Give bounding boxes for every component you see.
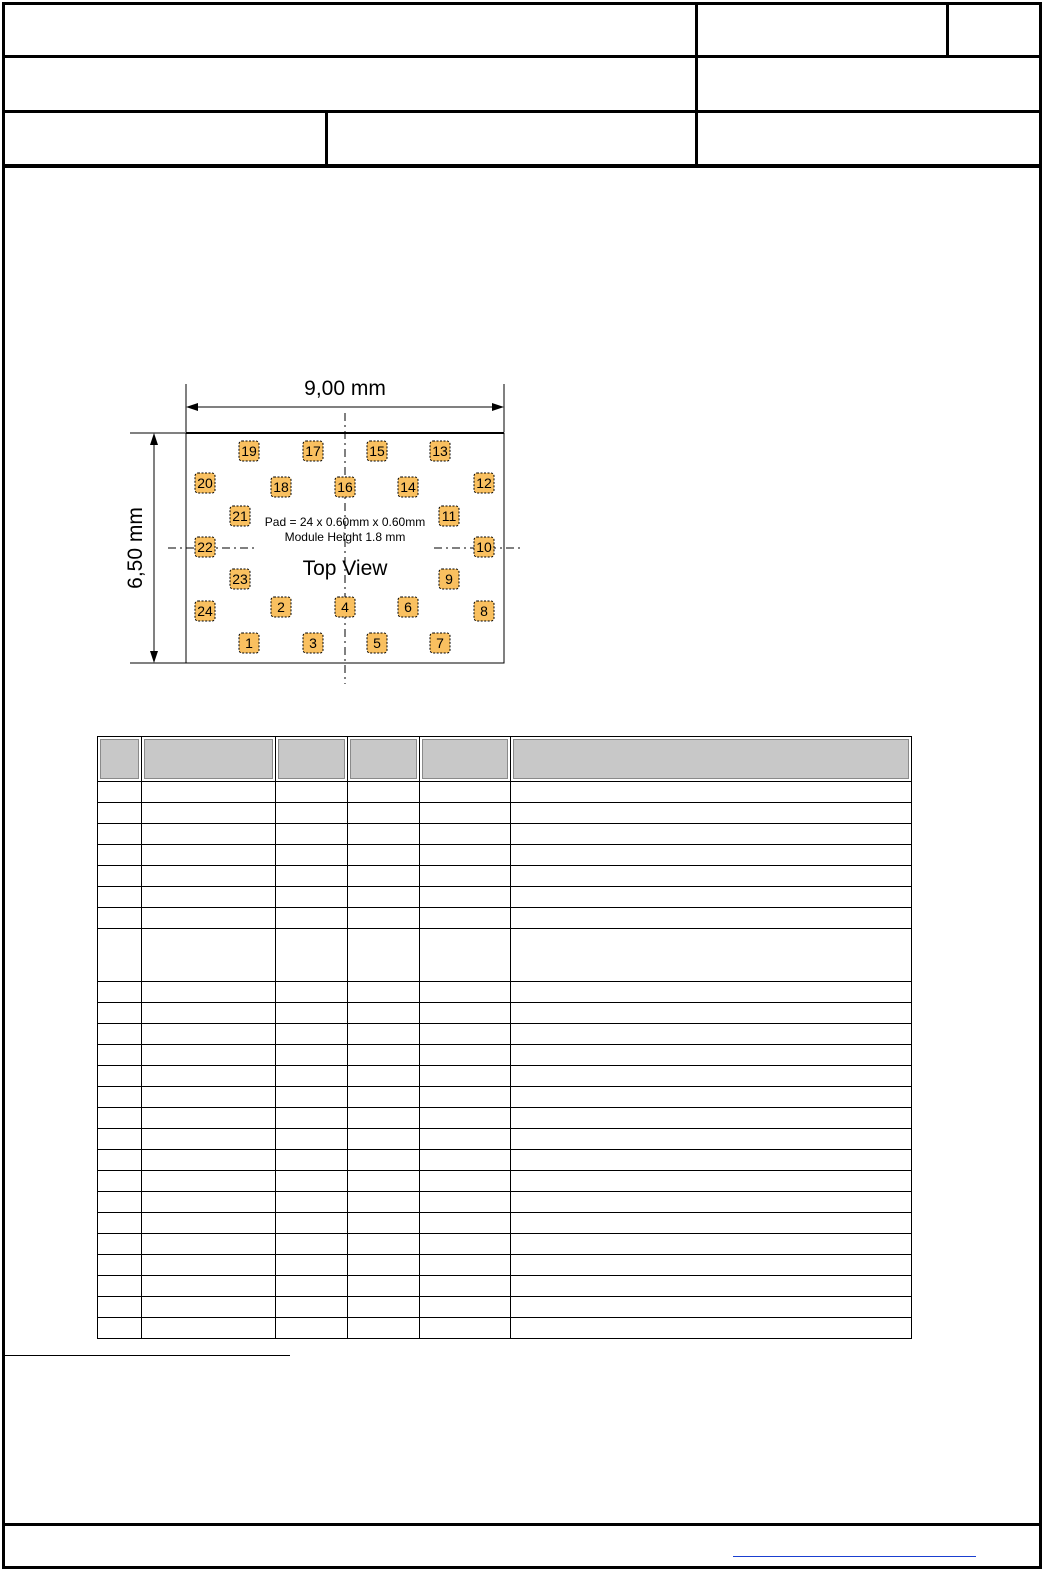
table-cell bbox=[276, 887, 348, 908]
table-cell bbox=[98, 1087, 142, 1108]
table-cell bbox=[348, 1255, 420, 1276]
table-cell bbox=[276, 1234, 348, 1255]
table-cell bbox=[276, 929, 348, 982]
table-cell bbox=[98, 845, 142, 866]
table-cell bbox=[420, 1003, 511, 1024]
table-cell bbox=[98, 1066, 142, 1087]
table-row bbox=[98, 1213, 912, 1234]
table-cell bbox=[276, 1171, 348, 1192]
pad-label: 15 bbox=[369, 443, 385, 459]
pad-label: 4 bbox=[341, 599, 349, 615]
table-cell bbox=[142, 824, 276, 845]
table-cell bbox=[511, 803, 912, 824]
pad-18 bbox=[271, 477, 291, 497]
table-cell bbox=[348, 1297, 420, 1318]
top-view-label: Top View bbox=[302, 557, 388, 580]
pad-12 bbox=[474, 473, 494, 493]
width-dimension-label: 9,00 mm bbox=[304, 377, 386, 400]
table-cell bbox=[511, 908, 912, 929]
table-cell bbox=[348, 1234, 420, 1255]
pad-label: 1 bbox=[245, 635, 253, 651]
pad-23 bbox=[230, 569, 250, 589]
table-row bbox=[98, 866, 912, 887]
pad-15 bbox=[367, 441, 387, 461]
table-row bbox=[98, 1150, 912, 1171]
pad-label: 17 bbox=[305, 443, 321, 459]
table-cell bbox=[98, 1255, 142, 1276]
table-cell bbox=[142, 1024, 276, 1045]
table-row bbox=[98, 803, 912, 824]
table-cell bbox=[142, 1003, 276, 1024]
title-block-rule-3 bbox=[2, 164, 1042, 168]
table-cell bbox=[420, 1066, 511, 1087]
table-cell bbox=[420, 1234, 511, 1255]
pad-14 bbox=[398, 477, 418, 497]
title-block-divider-rev bbox=[946, 2, 949, 57]
footnote-rule bbox=[5, 1355, 290, 1356]
table-cell bbox=[276, 1087, 348, 1108]
table-cell bbox=[276, 782, 348, 803]
pad-label: 20 bbox=[197, 475, 213, 491]
table-cell bbox=[142, 1276, 276, 1297]
table-cell bbox=[348, 1150, 420, 1171]
table-cell bbox=[348, 845, 420, 866]
pad-4 bbox=[335, 597, 355, 617]
table-cell bbox=[276, 1066, 348, 1087]
table-row bbox=[98, 1108, 912, 1129]
pin-table-body bbox=[98, 782, 912, 1339]
table-row bbox=[98, 1171, 912, 1192]
table-cell bbox=[420, 824, 511, 845]
footer-link-underline[interactable] bbox=[733, 1556, 976, 1557]
table-row bbox=[98, 824, 912, 845]
table-cell bbox=[98, 982, 142, 1003]
title-block-rule-2 bbox=[2, 110, 1042, 113]
table-cell bbox=[142, 887, 276, 908]
table-cell bbox=[420, 1129, 511, 1150]
title-block-divider-main bbox=[695, 2, 698, 167]
pad-label: 11 bbox=[441, 508, 457, 524]
table-cell bbox=[348, 1066, 420, 1087]
table-cell bbox=[98, 824, 142, 845]
pad-spec-label: Pad = 24 x 0.60mm x 0.60mm bbox=[264, 515, 426, 529]
package-diagram bbox=[110, 370, 540, 690]
table-cell bbox=[511, 1255, 912, 1276]
pad-label: 3 bbox=[309, 635, 317, 651]
table-cell bbox=[98, 1318, 142, 1339]
table-cell bbox=[142, 1192, 276, 1213]
table-cell bbox=[511, 982, 912, 1003]
pad-label: 8 bbox=[480, 603, 488, 619]
table-cell bbox=[276, 908, 348, 929]
pad-label: 24 bbox=[197, 603, 213, 619]
table-cell bbox=[348, 824, 420, 845]
table-cell bbox=[276, 866, 348, 887]
pad-13 bbox=[430, 441, 450, 461]
table-cell bbox=[511, 1087, 912, 1108]
table-cell bbox=[98, 1045, 142, 1066]
table-cell bbox=[98, 1108, 142, 1129]
table-cell bbox=[420, 866, 511, 887]
table-row bbox=[98, 845, 912, 866]
table-cell bbox=[142, 1234, 276, 1255]
table-cell bbox=[348, 1129, 420, 1150]
table-cell bbox=[420, 1171, 511, 1192]
table-cell bbox=[511, 1192, 912, 1213]
table-cell bbox=[142, 845, 276, 866]
table-cell bbox=[348, 1276, 420, 1297]
table-cell bbox=[276, 982, 348, 1003]
pad-22 bbox=[195, 537, 215, 557]
table-cell bbox=[98, 908, 142, 929]
table-cell bbox=[420, 845, 511, 866]
table-cell bbox=[348, 1087, 420, 1108]
table-cell bbox=[348, 1024, 420, 1045]
table-cell bbox=[142, 908, 276, 929]
table-cell bbox=[420, 1150, 511, 1171]
table-cell bbox=[420, 1108, 511, 1129]
table-cell bbox=[511, 887, 912, 908]
pad-3 bbox=[303, 633, 323, 653]
pad-label: 21 bbox=[232, 508, 248, 524]
footer-rule bbox=[2, 1523, 1042, 1526]
table-cell bbox=[511, 845, 912, 866]
table-cell bbox=[348, 887, 420, 908]
table-cell bbox=[348, 929, 420, 982]
pad-label: 12 bbox=[476, 475, 492, 491]
table-row bbox=[98, 782, 912, 803]
table-cell bbox=[142, 1171, 276, 1192]
pad-2 bbox=[271, 597, 291, 617]
table-cell bbox=[142, 982, 276, 1003]
table-cell bbox=[98, 887, 142, 908]
pad-label: 16 bbox=[337, 479, 353, 495]
table-cell bbox=[348, 1045, 420, 1066]
table-cell bbox=[348, 1171, 420, 1192]
table-cell bbox=[420, 803, 511, 824]
table-cell bbox=[98, 1003, 142, 1024]
table-row bbox=[98, 1087, 912, 1108]
pad-label: 14 bbox=[400, 479, 416, 495]
header-cell bbox=[348, 737, 420, 782]
table-header-row bbox=[98, 737, 912, 782]
pad-10 bbox=[474, 537, 494, 557]
table-cell bbox=[142, 1108, 276, 1129]
table-cell bbox=[142, 803, 276, 824]
pad-label: 18 bbox=[273, 479, 289, 495]
table-cell bbox=[142, 1045, 276, 1066]
table-cell bbox=[348, 1318, 420, 1339]
table-cell bbox=[420, 1045, 511, 1066]
table-cell bbox=[420, 908, 511, 929]
table-cell bbox=[276, 1318, 348, 1339]
table-cell bbox=[420, 1255, 511, 1276]
table-cell bbox=[276, 1024, 348, 1045]
pad-24 bbox=[195, 601, 215, 621]
table-row bbox=[98, 1003, 912, 1024]
table-cell bbox=[98, 1276, 142, 1297]
table-cell bbox=[98, 1171, 142, 1192]
table-cell bbox=[276, 1150, 348, 1171]
table-row bbox=[98, 982, 912, 1003]
table-cell bbox=[98, 1129, 142, 1150]
table-row bbox=[98, 908, 912, 929]
title-block-rule-1 bbox=[2, 55, 1042, 58]
table-cell bbox=[142, 866, 276, 887]
table-cell bbox=[276, 845, 348, 866]
table-cell bbox=[511, 1234, 912, 1255]
pad-label: 13 bbox=[432, 443, 448, 459]
table-cell bbox=[142, 1213, 276, 1234]
table-row bbox=[98, 1066, 912, 1087]
table-cell bbox=[511, 824, 912, 845]
table-row bbox=[98, 1255, 912, 1276]
pad-11 bbox=[439, 506, 459, 526]
table-cell bbox=[276, 1045, 348, 1066]
header-cell bbox=[98, 737, 142, 782]
table-cell bbox=[142, 1255, 276, 1276]
pad-21 bbox=[230, 506, 250, 526]
table-cell bbox=[511, 1066, 912, 1087]
header-cell bbox=[276, 737, 348, 782]
table-cell bbox=[420, 929, 511, 982]
table-row bbox=[98, 1024, 912, 1045]
table-row bbox=[98, 1318, 912, 1339]
module-height-label: Module Height 1.8 mm bbox=[284, 530, 406, 544]
table-row bbox=[98, 929, 912, 982]
pad-label: 19 bbox=[241, 443, 257, 459]
pad-label: 7 bbox=[436, 635, 444, 651]
pad-label: 23 bbox=[232, 571, 248, 587]
table-cell bbox=[142, 1297, 276, 1318]
table-cell bbox=[276, 1003, 348, 1024]
table-cell bbox=[276, 803, 348, 824]
header-cell bbox=[142, 737, 276, 782]
table-cell bbox=[276, 824, 348, 845]
header-cell bbox=[511, 737, 912, 782]
table-cell bbox=[348, 1108, 420, 1129]
table-cell bbox=[348, 1192, 420, 1213]
table-cell bbox=[98, 1192, 142, 1213]
pad-19 bbox=[239, 441, 259, 461]
table-row bbox=[98, 1276, 912, 1297]
table-cell bbox=[276, 1192, 348, 1213]
table-cell bbox=[142, 1150, 276, 1171]
table-row bbox=[98, 1045, 912, 1066]
table-cell bbox=[511, 1108, 912, 1129]
table-cell bbox=[98, 866, 142, 887]
pad-8 bbox=[474, 601, 494, 621]
table-row bbox=[98, 1192, 912, 1213]
table-cell bbox=[348, 982, 420, 1003]
table-cell bbox=[348, 866, 420, 887]
pad-label: 9 bbox=[445, 571, 453, 587]
table-row bbox=[98, 887, 912, 908]
table-cell bbox=[276, 1276, 348, 1297]
table-cell bbox=[276, 1108, 348, 1129]
pad-label: 5 bbox=[373, 635, 381, 651]
pad-label: 22 bbox=[197, 539, 213, 555]
table-cell bbox=[276, 1255, 348, 1276]
table-cell bbox=[511, 866, 912, 887]
table-cell bbox=[511, 1213, 912, 1234]
table-cell bbox=[142, 1129, 276, 1150]
table-cell bbox=[511, 1318, 912, 1339]
pad-9 bbox=[439, 569, 459, 589]
table-cell bbox=[276, 1129, 348, 1150]
table-cell bbox=[98, 1297, 142, 1318]
table-cell bbox=[98, 1024, 142, 1045]
table-cell bbox=[420, 887, 511, 908]
title-block-divider-left bbox=[325, 110, 328, 167]
table-cell bbox=[348, 803, 420, 824]
table-cell bbox=[98, 929, 142, 982]
pad-6 bbox=[398, 597, 418, 617]
table-cell bbox=[420, 1318, 511, 1339]
table-cell bbox=[348, 1213, 420, 1234]
table-cell bbox=[142, 1066, 276, 1087]
table-cell bbox=[420, 1024, 511, 1045]
table-cell bbox=[98, 1213, 142, 1234]
table-cell bbox=[511, 1045, 912, 1066]
table-cell bbox=[142, 782, 276, 803]
table-cell bbox=[142, 929, 276, 982]
table-cell bbox=[511, 1276, 912, 1297]
pad-5 bbox=[367, 633, 387, 653]
table-cell bbox=[348, 908, 420, 929]
table-cell bbox=[420, 1087, 511, 1108]
table-cell bbox=[348, 782, 420, 803]
table-cell bbox=[511, 1150, 912, 1171]
height-dimension-label: 6,50 mm bbox=[124, 507, 147, 589]
pad-1 bbox=[239, 633, 259, 653]
table-cell bbox=[420, 1213, 511, 1234]
table-row bbox=[98, 1234, 912, 1255]
table-cell bbox=[276, 1297, 348, 1318]
table-cell bbox=[276, 1213, 348, 1234]
pad-20 bbox=[195, 473, 215, 493]
table-cell bbox=[420, 982, 511, 1003]
table-cell bbox=[420, 1276, 511, 1297]
table-cell bbox=[142, 1318, 276, 1339]
table-cell bbox=[511, 1024, 912, 1045]
table-cell bbox=[420, 782, 511, 803]
table-cell bbox=[98, 782, 142, 803]
pad-label: 6 bbox=[404, 599, 412, 615]
pad-label: 10 bbox=[476, 539, 492, 555]
table-cell bbox=[98, 1234, 142, 1255]
pad-label: 2 bbox=[277, 599, 285, 615]
pin-table bbox=[97, 736, 912, 1339]
pad-16 bbox=[335, 477, 355, 497]
table-cell bbox=[511, 782, 912, 803]
table-row bbox=[98, 1129, 912, 1150]
table-cell bbox=[511, 1297, 912, 1318]
table-cell bbox=[511, 1129, 912, 1150]
table-cell bbox=[420, 1297, 511, 1318]
table-cell bbox=[142, 1087, 276, 1108]
table-cell bbox=[98, 1150, 142, 1171]
table-cell bbox=[420, 1192, 511, 1213]
table-row bbox=[98, 1297, 912, 1318]
table-cell bbox=[348, 1003, 420, 1024]
header-cell bbox=[420, 737, 511, 782]
table-cell bbox=[98, 803, 142, 824]
table-cell bbox=[511, 1003, 912, 1024]
pad-17 bbox=[303, 441, 323, 461]
pad-7 bbox=[430, 633, 450, 653]
table-cell bbox=[511, 929, 912, 982]
table-cell bbox=[511, 1171, 912, 1192]
